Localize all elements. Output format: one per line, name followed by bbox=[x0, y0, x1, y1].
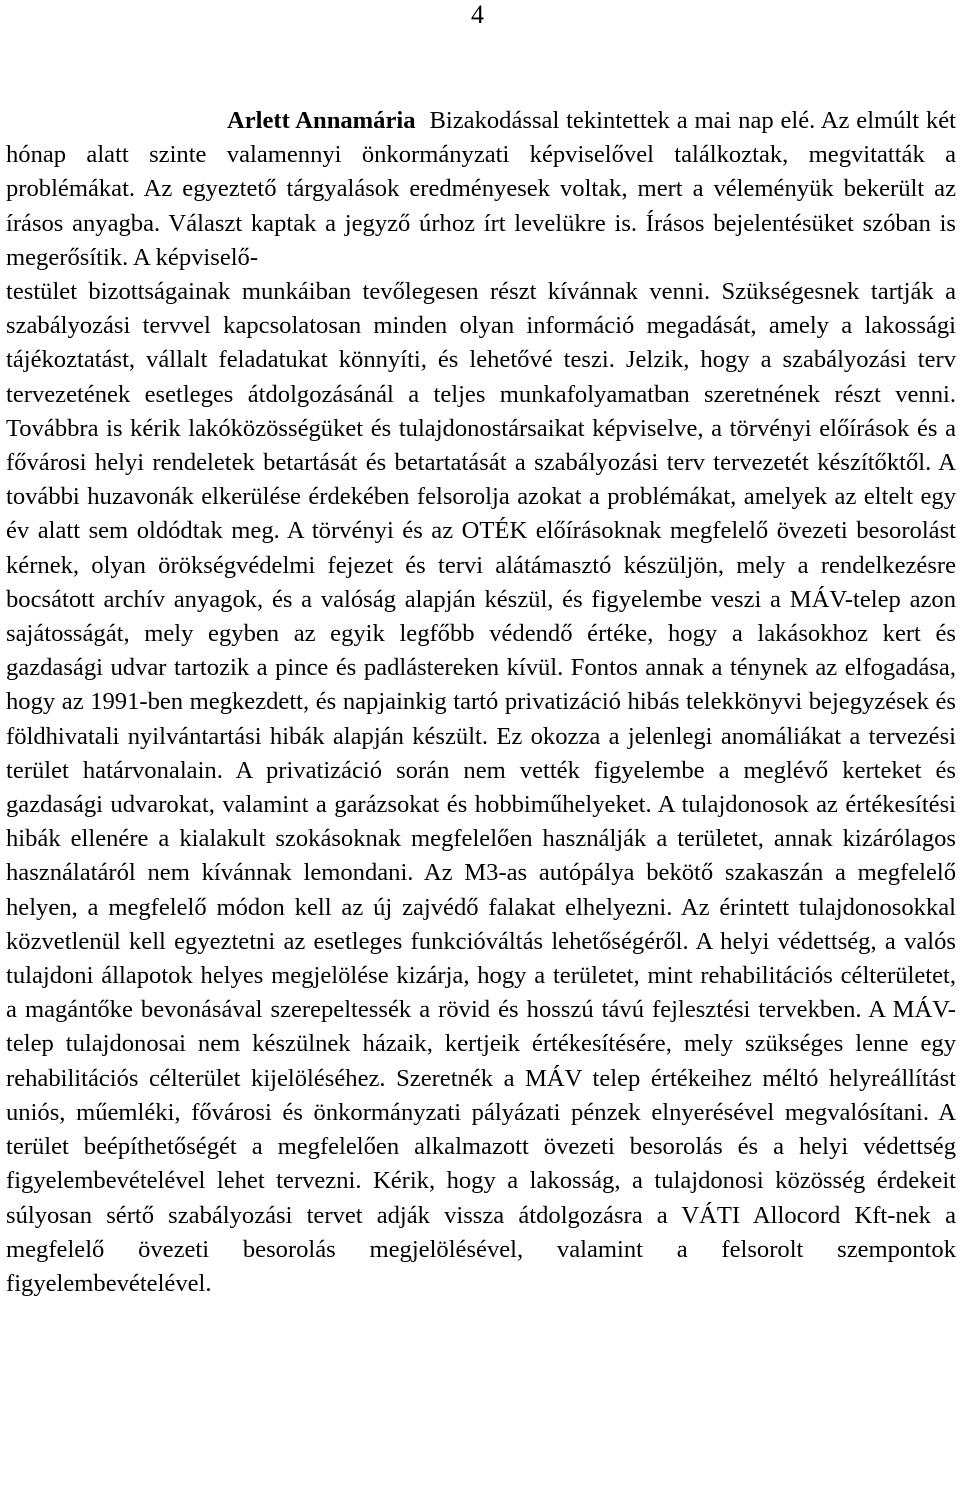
paragraph-text-part-2: testület bizottságainak munkáiban tevőlegesen részt kívánnak venni. Szükségesnek tartják a szabályozási tervvel kapcsolatosan minden olyan információ megadását, amely a lakossági tájékoztatást, vállalt feladatukat könnyíti, és lehetővé teszi. Jelzik, hogy a szabályozási terv tervezetének esetleges átdolgozásánál a teljes munkafolyamatban szeretnének részt venni. Továbbra is kérik lakóközösségüket és tulajdonostársaikat képviselve, a törvényi előírások és a fővárosi helyi rendeletek betartását és betartatását a szabályozási terv tervezetét készítőktől. A további huzavonák elkerülése érdekében felsorolja azokat a problémákat, amelyek az eltelt egy év alatt sem oldódtak meg. A törvényi és az OTÉK előírásoknak megfelelő övezeti besorolást kérnek, olyan örökségvédelmi fejezet és tervi alátámasztó készüljön, mely a rendelkezésre bocsátott archív anyagok, és a valóság alapján készül, és figyelembe veszi a MÁV-telep azon sajátosságát, mely egyben az egyik legfőbb védendő értéke, hogy a lakásokhoz kert és gazdasági udvar tartozik a pince és padlástereken kívül. Fontos annak a ténynek az elfogadása, hogy az 1991-ben megkezdett, és napjainkig tartó privatizáció hibás telekkönyvi bejegyzések és földhivatali nyilvántartási hibák alapján készült. Ez okozza a jelenlegi anomáliákat a tervezési terület határvonalain. A privatizáció során nem vették figyelembe a meglévő kerteket és gazdasági udvarokat, valamint a garázsokat és hobbiműhelyeket. A tulajdonosok az értékesítési hibák ellenére a kialakult szokásoknak megfelelően használják a területet, annak kizárólagos használatáról nem kívánnak lemondani. Az M3-as autópálya bekötő szakaszán a megfelelő helyen, a megfelelő módon kell az új zajvédő falakat elhelyezni. Az érintett tulajdonosokkal közvetlenül kell egyeztetni az esetleges funkcióváltás lehetőségéről. A helyi védettség, a valós tulajdoni állapotok helyes megjelölése kizárja, hogy a területet, mint rehabilitációs célterületet, a magántőke bevonásával szerepeltessék a rövid és hosszú távú fejlesztési tervekben. A MÁV-telep tulajdonosai nem készülnek házaik, kertjeik értékesítésére, mely szükséges lenne egy rehabilitációs célterület kijelöléséhez. Szeretnék a MÁV telep értékeihez méltó helyreállítást uniós, műemléki, fővárosi és önkormányzati pályázati pénzek elnyerésével megvalósítani. A terület beépíthetőségét a megfelelően alkalmazott övezeti besorolás és a helyi védettség figyelembevételével lehet tervezni. Kérik, hogy a lakosság, a tulajdonosi közösség érdekeit súlyosan sértő szabályozási tervet adják vissza átdolgozásra a VÁTI Allocord Kft-nek a megfelelő övezeti besorolás megjelölésével, valamint a felsorolt szempontok figyelembevételével. bbox=[6, 278, 956, 1297]
speaker-name: Arlett Annamária bbox=[227, 107, 416, 134]
body-paragraph bbox=[6, 104, 956, 1301]
page-number: 4 bbox=[471, 0, 484, 29]
paragraph-text-part-1: Bizakodással tekintettek a mai nap elé. Az elmúlt két hónap alatt szinte valamennyi önkormányzati képviselővel találkoztak, megvitatták a problémákat. Az egyeztető tárgyalások eredményesek voltak, mert a véleményük bekerült az írásos anyagba. Választ kaptak a jegyző úrhoz írt levelükre is. Írásos bejelentésüket szóban is megerősítik. A képviselő- bbox=[6, 107, 956, 271]
